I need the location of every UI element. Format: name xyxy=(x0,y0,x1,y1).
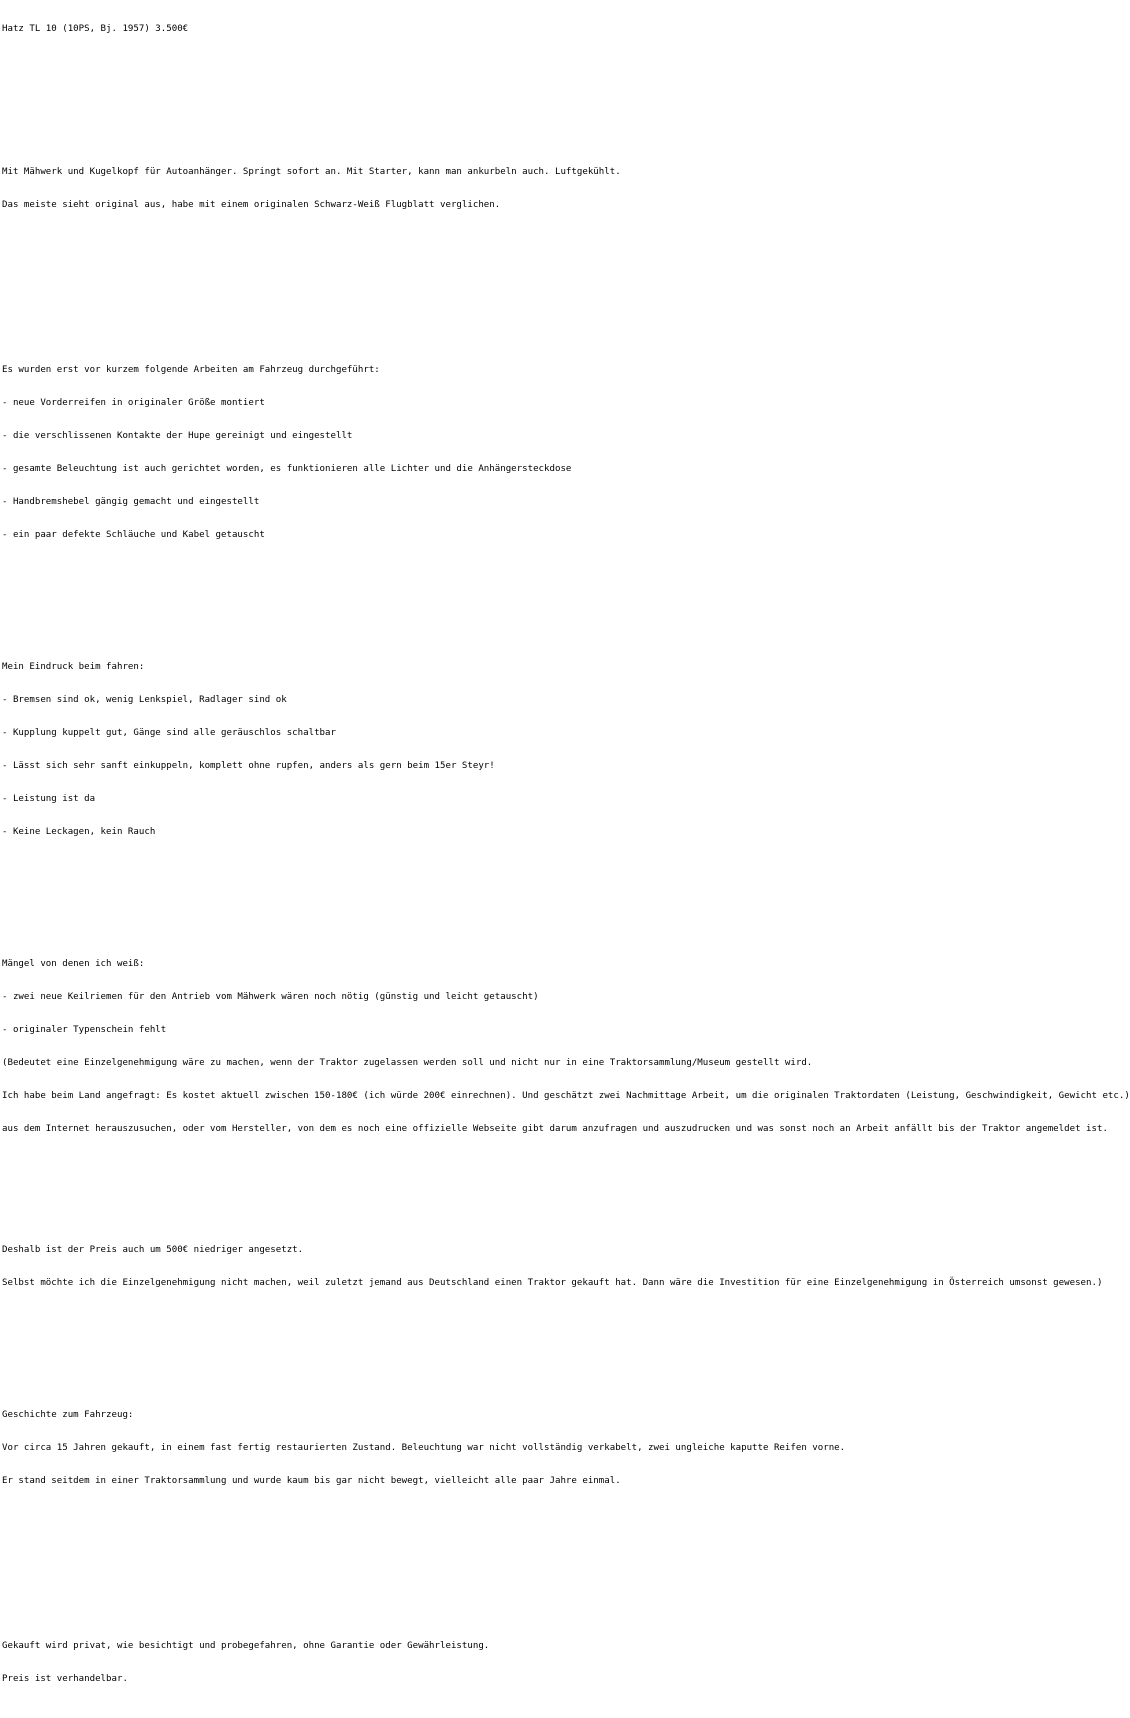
work-item: - die verschlissenen Kontakte der Hupe gereinigt und eingestellt xyxy=(2,431,353,441)
listing-document xyxy=(2,2,1130,1718)
spacer xyxy=(2,1531,1130,1553)
work-heading: Es wurden erst vor kurzem folgende Arbeiten am Fahrzeug durchgeführt: xyxy=(2,365,380,375)
spacer xyxy=(2,1179,1130,1190)
defects-item: - zwei neue Keilriemen für den Antrieb vom Mähwerk wären noch nötig (günstig und leicht getauscht) xyxy=(2,992,539,1002)
intro-line: Mit Mähwerk und Kugelkopf für Autoanhänger. Springt sofort an. Mit Starter, kann man ankurbeln auch. Luftgekühlt. xyxy=(2,167,621,177)
intro-section xyxy=(2,145,1130,233)
impression-item: - Kupplung kuppelt gut, Gänge sind alle geräuschlos schaltbar xyxy=(2,728,336,738)
work-item: - ein paar defekte Schläuche und Kabel getauscht xyxy=(2,530,265,540)
spacer xyxy=(2,57,1130,79)
defects-note: aus dem Internet herauszusuchen, oder vom Hersteller, von dem es noch eine offizielle Webseite gibt darum anzufragen und auszudrucken und was sonst noch an Arbeit anfällt bis der Traktor angemeldet ist. xyxy=(2,1124,1108,1134)
listing-title: Hatz TL 10 (10PS, Bj. 1957) 3.500€ xyxy=(2,24,189,34)
defects-note: (Bedeutet eine Einzelgenehmigung wäre zu machen, wenn der Traktor zugelassen werden soll und nicht nur in eine Traktorsammlung/Museum gestellt wird. xyxy=(2,1058,813,1068)
closing-section xyxy=(2,1619,1130,1707)
intro-line: Das meiste sieht original aus, habe mit einem originalen Schwarz-Weiß Flugblatt verglichen. xyxy=(2,200,501,210)
impression-item: - Keine Leckagen, kein Rauch xyxy=(2,827,156,837)
work-item: - Handbremshebel gängig gemacht und eingestellt xyxy=(2,497,260,507)
work-item: - gesamte Beleuchtung ist auch gerichtet worden, es funktionieren alle Lichter und die Anhängersteckdose xyxy=(2,464,572,474)
history-line: Er stand seitdem in einer Traktorsammlung und wurde kaum bis gar nicht bewegt, vielleicht alle paar Jahre einmal. xyxy=(2,1476,621,1486)
spacer xyxy=(2,882,1130,904)
defects-heading: Mängel von denen ich weiß: xyxy=(2,959,145,969)
price-note-line: Selbst möchte ich die Einzelgenehmigung nicht machen, weil zuletzt jemand aus Deutschland einen Traktor gekauft hat. Dann wäre die Investition für eine Einzelgenehmigung in Österreich umsonst gewesen.) xyxy=(2,1278,1103,1288)
spacer xyxy=(2,1333,1130,1355)
impression-item: - Lässt sich sehr sanft einkuppeln, komplett ohne rupfen, anders als gern beim 15er Steyr! xyxy=(2,761,495,771)
history-heading: Geschichte zum Fahrzeug: xyxy=(2,1410,134,1420)
history-section xyxy=(2,1388,1130,1509)
work-section xyxy=(2,343,1130,563)
spacer xyxy=(2,255,1130,277)
spacer xyxy=(2,585,1130,607)
spacer xyxy=(2,299,1130,310)
price-note-line: Deshalb ist der Preis auch um 500€ niedriger angesetzt. xyxy=(2,1245,304,1255)
price-note-section xyxy=(2,1223,1130,1311)
work-item: - neue Vorderreifen in originaler Größe montiert xyxy=(2,398,265,408)
defects-note: Ich habe beim Land angefragt: Es kostet aktuell zwischen 150-180€ (ich würde 200€ einrechnen). Und geschätzt zwei Nachmittage Arbeit, um die originalen Traktordaten (Leistung, Geschwindigkeit, Gewicht etc.) xyxy=(2,1091,1130,1101)
spacer xyxy=(2,1575,1130,1586)
history-line: Vor circa 15 Jahren gekauft, in einem fast fertig restaurierten Zustand. Beleuchtung war nicht vollständig verkabelt, zwei ungleiche kaputte Reifen vorne. xyxy=(2,1443,846,1453)
impression-heading: Mein Eindruck beim fahren: xyxy=(2,662,145,672)
defects-item: - originaler Typenschein fehlt xyxy=(2,1025,167,1035)
impression-item: - Bremsen sind ok, wenig Lenkspiel, Radlager sind ok xyxy=(2,695,287,705)
closing-line: Gekauft wird privat, wie besichtigt und probegefahren, ohne Garantie oder Gewährleistung. xyxy=(2,1641,490,1651)
spacer xyxy=(2,101,1130,112)
defects-section xyxy=(2,937,1130,1157)
impression-item: - Leistung ist da xyxy=(2,794,96,804)
impression-section xyxy=(2,640,1130,860)
closing-line: Preis ist verhandelbar. xyxy=(2,1674,128,1684)
